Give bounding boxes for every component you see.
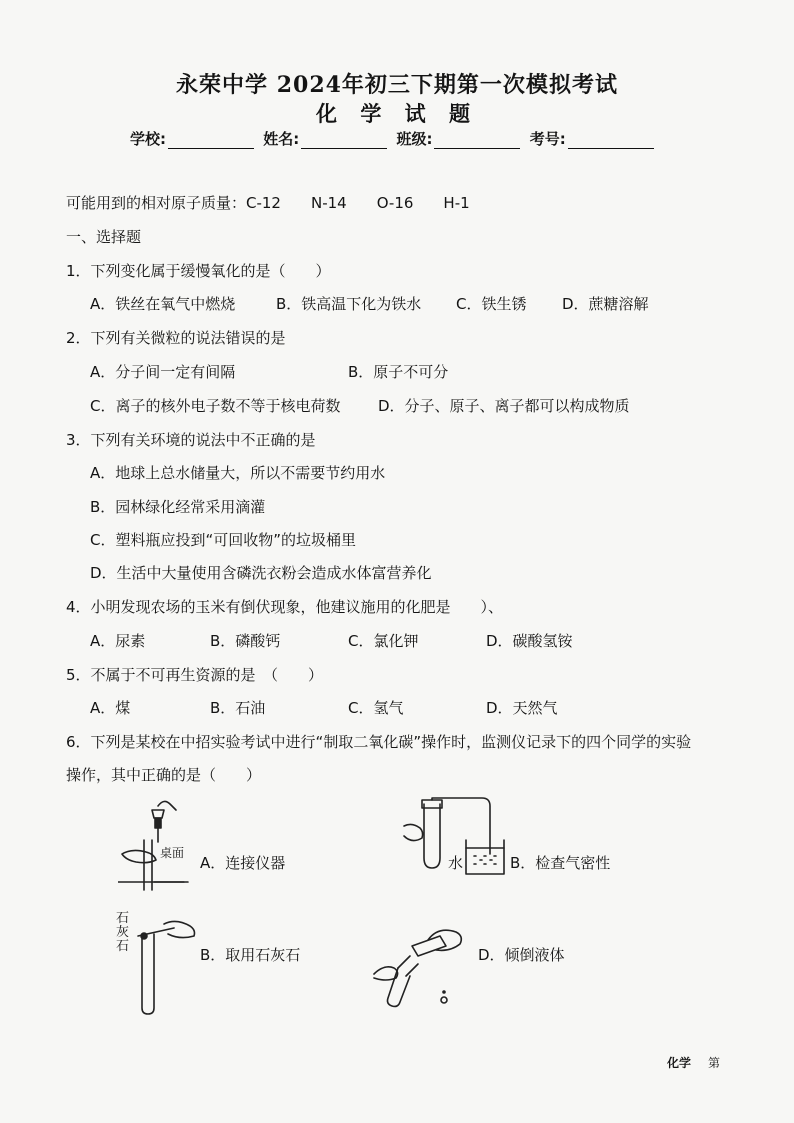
limestone-char-3: 石 xyxy=(116,939,130,954)
limestone-vertical-label xyxy=(116,912,132,954)
question-6-stem-line1: 6．下列是某校在中招实验考试中进行“制取二氧化碳”操作时，监测仪记录下的四个同学的实验 xyxy=(66,733,692,751)
q4-option-a: A．尿素 xyxy=(90,632,146,650)
section-heading: 一、选择题 xyxy=(66,228,142,246)
q4-option-b: B．磷酸钙 xyxy=(210,632,281,650)
q1-option-b: B．铁高温下化为铁水 xyxy=(276,295,422,313)
atomic-masses: 可能用到的相对原子质量：C-12 N-14 O-16 H-1 xyxy=(66,194,470,212)
name-blank[interactable] xyxy=(301,132,387,149)
question-6-stem-line2: 操作，其中正确的是（ ） xyxy=(66,766,262,784)
figure-c-take-limestone xyxy=(134,914,204,1016)
school-blank[interactable] xyxy=(168,132,254,149)
q3-option-c: C．塑料瓶应投到“可回收物”的垃圾桶里 xyxy=(90,531,357,549)
q1-option-c: C．铁生锈 xyxy=(456,295,527,313)
q6-option-b-airtight: B．检查气密性 xyxy=(510,854,611,872)
q3-option-b: B．园林绿化经常采用滴灌 xyxy=(90,498,266,516)
class-blank[interactable] xyxy=(434,132,520,149)
q3-option-a: A．地球上总水储量大，所以不需要节约用水 xyxy=(90,464,386,482)
q2-option-a: A．分子间一定有间隔 xyxy=(90,363,236,381)
q2-option-b: B．原子不可分 xyxy=(348,363,449,381)
q4-option-d: D．碳酸氢铵 xyxy=(486,632,573,650)
student-info-fields xyxy=(130,128,658,149)
q2-option-d: D．分子、原子、离子都可以构成物质 xyxy=(378,397,630,415)
water-label: 水 xyxy=(448,854,464,872)
desk-label: 桌面 xyxy=(160,846,185,860)
question-1-stem: 1．下列变化属于缓慢氧化的是（ ） xyxy=(66,262,331,280)
q6-option-a: A．连接仪器 xyxy=(200,854,286,872)
q1-option-d: D．蔗糖溶解 xyxy=(562,295,649,313)
q2-option-c: C．离子的核外电子数不等于核电荷数 xyxy=(90,397,341,415)
exam-no-label: 考号: xyxy=(529,130,566,148)
limestone-char-1: 石 xyxy=(116,911,130,926)
q6-option-b-limestone: B．取用石灰石 xyxy=(200,946,301,964)
question-3-stem: 3．下列有关环境的说法中不正确的是 xyxy=(66,431,316,449)
q3-option-d: D．生活中大量使用含磷洗衣粉会造成水体富营养化 xyxy=(90,564,432,582)
question-4-stem: 4．小明发现农场的玉米有倒伏现象，他建议施用的化肥是 ）、 xyxy=(66,598,504,616)
question-2-stem: 2．下列有关微粒的说法错误的是 xyxy=(66,329,286,347)
q1-option-a: A．铁丝在氧气中燃烧 xyxy=(90,295,236,313)
figure-d-pour-liquid xyxy=(372,918,468,1010)
limestone-char-2: 灰 xyxy=(116,925,130,940)
q5-option-a: A．煤 xyxy=(90,699,131,717)
question-5-stem: 5．不属于不可再生资源的是 （ ） xyxy=(66,666,324,684)
q5-option-b: B．石油 xyxy=(210,699,266,717)
q4-option-c: C．氯化钾 xyxy=(348,632,419,650)
name-label: 姓名: xyxy=(263,130,300,148)
figure-a-connect-apparatus xyxy=(118,796,198,892)
footer-subject: 化学 xyxy=(667,1056,692,1070)
exam-title: 永荣中学 2024年初三下期第一次模拟考试 xyxy=(176,72,618,98)
school-label: 学校: xyxy=(130,130,166,148)
exam-subtitle: 化 学 试 题 xyxy=(316,101,478,126)
footer-page: 第 xyxy=(708,1056,721,1070)
class-label: 班级: xyxy=(396,130,433,148)
q5-option-d: D．天然气 xyxy=(486,699,558,717)
exam-no-blank[interactable] xyxy=(568,132,654,149)
q5-option-c: C．氢气 xyxy=(348,699,404,717)
q6-option-d: D．倾倒液体 xyxy=(478,946,565,964)
